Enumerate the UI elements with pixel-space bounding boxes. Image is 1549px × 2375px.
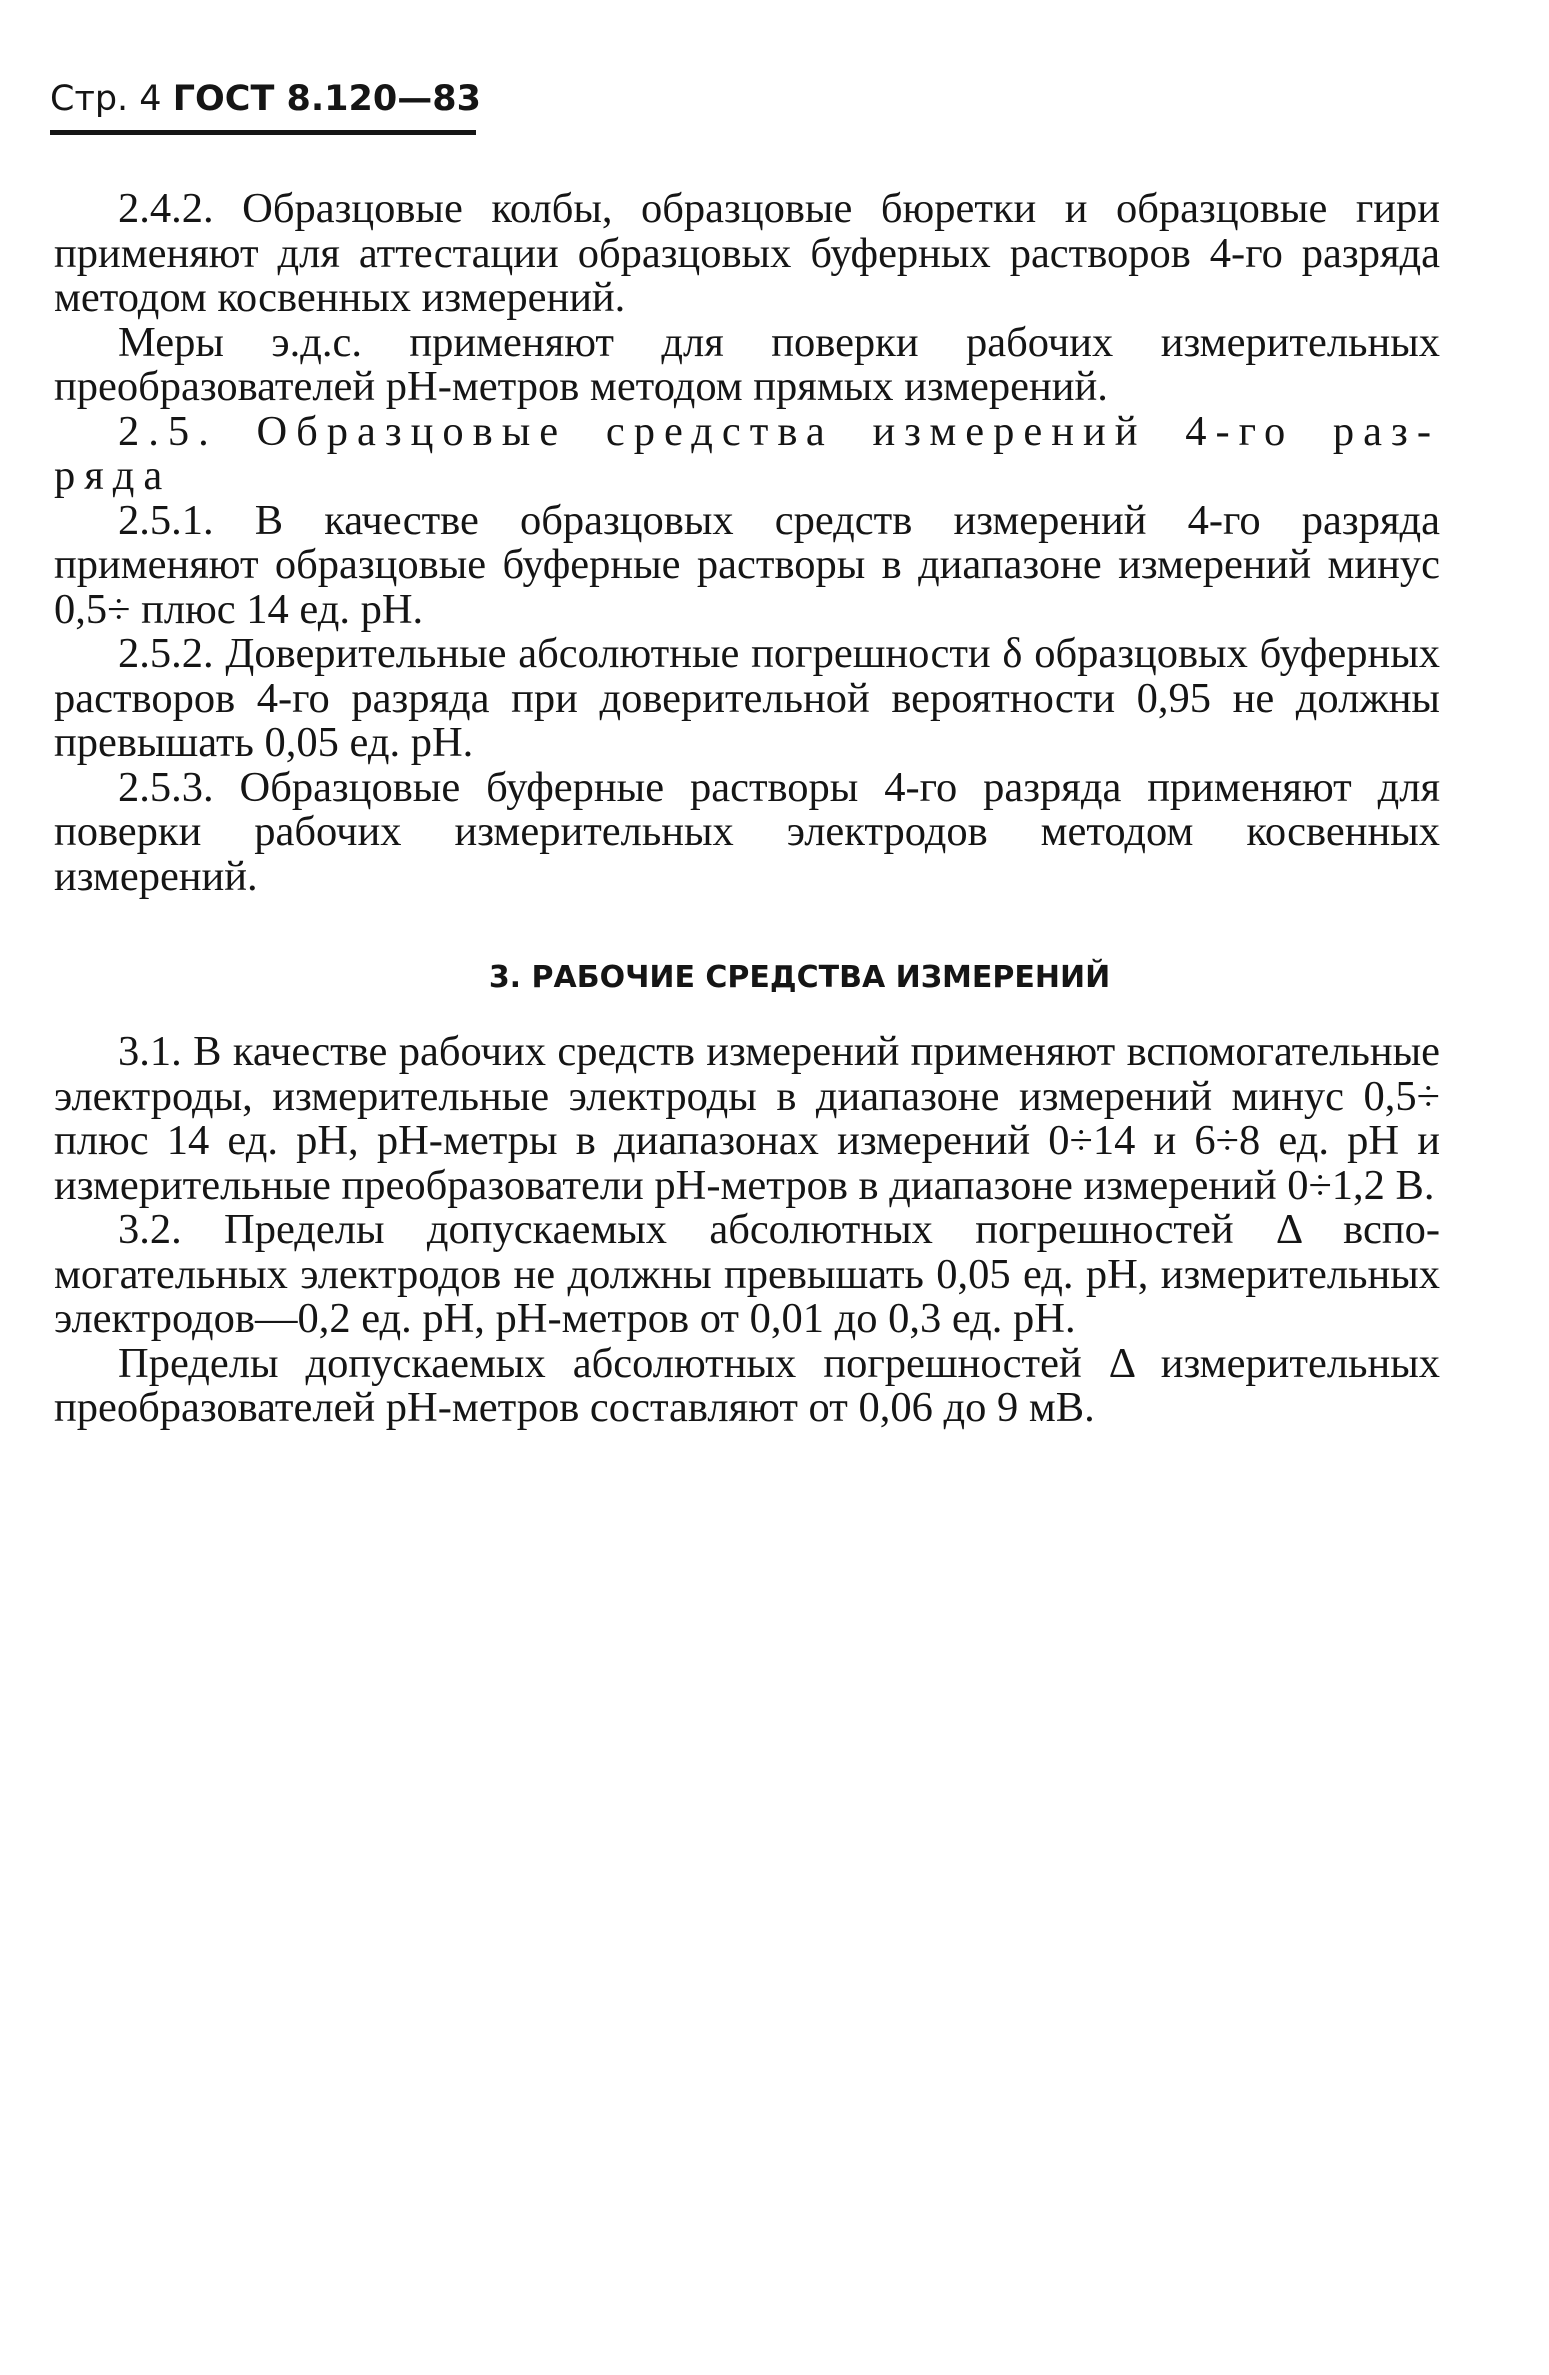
header-rule xyxy=(50,130,476,135)
page-number: Стр. 4 xyxy=(50,79,162,119)
paragraph-2-5-3: 2.5.3. Образцовые буферные растворы 4-го разряда применяют для поверки рабочих измерительных электродов методом косвенных измерений. xyxy=(54,763,1440,900)
paragraph-converter-limits: Пределы допускаемых абсолютных погрешностей Δ измерительных преобразователей pH-метров составляют от 0,06 до 9 мВ. xyxy=(54,1339,1440,1431)
paragraph-2-5-heading: 2.5. Образцовые средства измерений 4-го раз-ряда xyxy=(54,407,1440,499)
document-code: ГОСТ 8.120—83 xyxy=(172,79,481,119)
page-header xyxy=(50,76,481,122)
section-3-heading xyxy=(0,958,1549,998)
paragraph-3-2: 3.2. Пределы допускаемых абсолютных погрешностей Δ вспомогательных электродов не должны превышать 0,05 ед. pH, измерительных электродов—0,2 ед. pH, pH-метров от 0,01 до 0,3 ед. pH. xyxy=(54,1206,1440,1342)
paragraph-2-5-2: 2.5.2. Доверительные абсолютные погрешности δ образцовых буферных растворов 4-го разряда при доверительной вероятности 0,95 не должны превышать 0,05 ед. pH. xyxy=(54,630,1440,766)
section-3-title: 3. РАБОЧИЕ СРЕДСТВА ИЗМЕРЕНИЙ xyxy=(488,960,1111,995)
paragraph-3-1: 3.1. В качестве рабочих средств измерений применяют вспомогательные электроды, измерительные электроды в диапазоне измерений минус 0,5÷ плюс 14 ед. pH, pH-метры в диапазонах измерений 0÷14 и 6÷8 ед. pH и измерительные преобразователи pH-метров в диапазоне измерений 0÷1,2 В. xyxy=(54,1028,1440,1209)
paragraph-emf-measures: Меры э.д.с. применяют для поверки рабочих измерительных преобразователей pH-метров методом прямых измерений. xyxy=(54,318,1440,410)
section-3-text xyxy=(54,1030,1440,1431)
paragraph-2-5-1: 2.5.1. В качестве образцовых средств измерений 4-го разряда применяют образцовые буферные растворы в диапазоне измерений минус 0,5÷ плюс 14 ед. pH. xyxy=(54,496,1440,633)
paragraph-2-4-2: 2.4.2. Образцовые колбы, образцовые бюретки и образцовые гири применяют для аттестации образцовых буферных растворов 4-го разряда методом косвенных измерений. xyxy=(54,185,1440,321)
section-2-text xyxy=(54,187,1440,899)
